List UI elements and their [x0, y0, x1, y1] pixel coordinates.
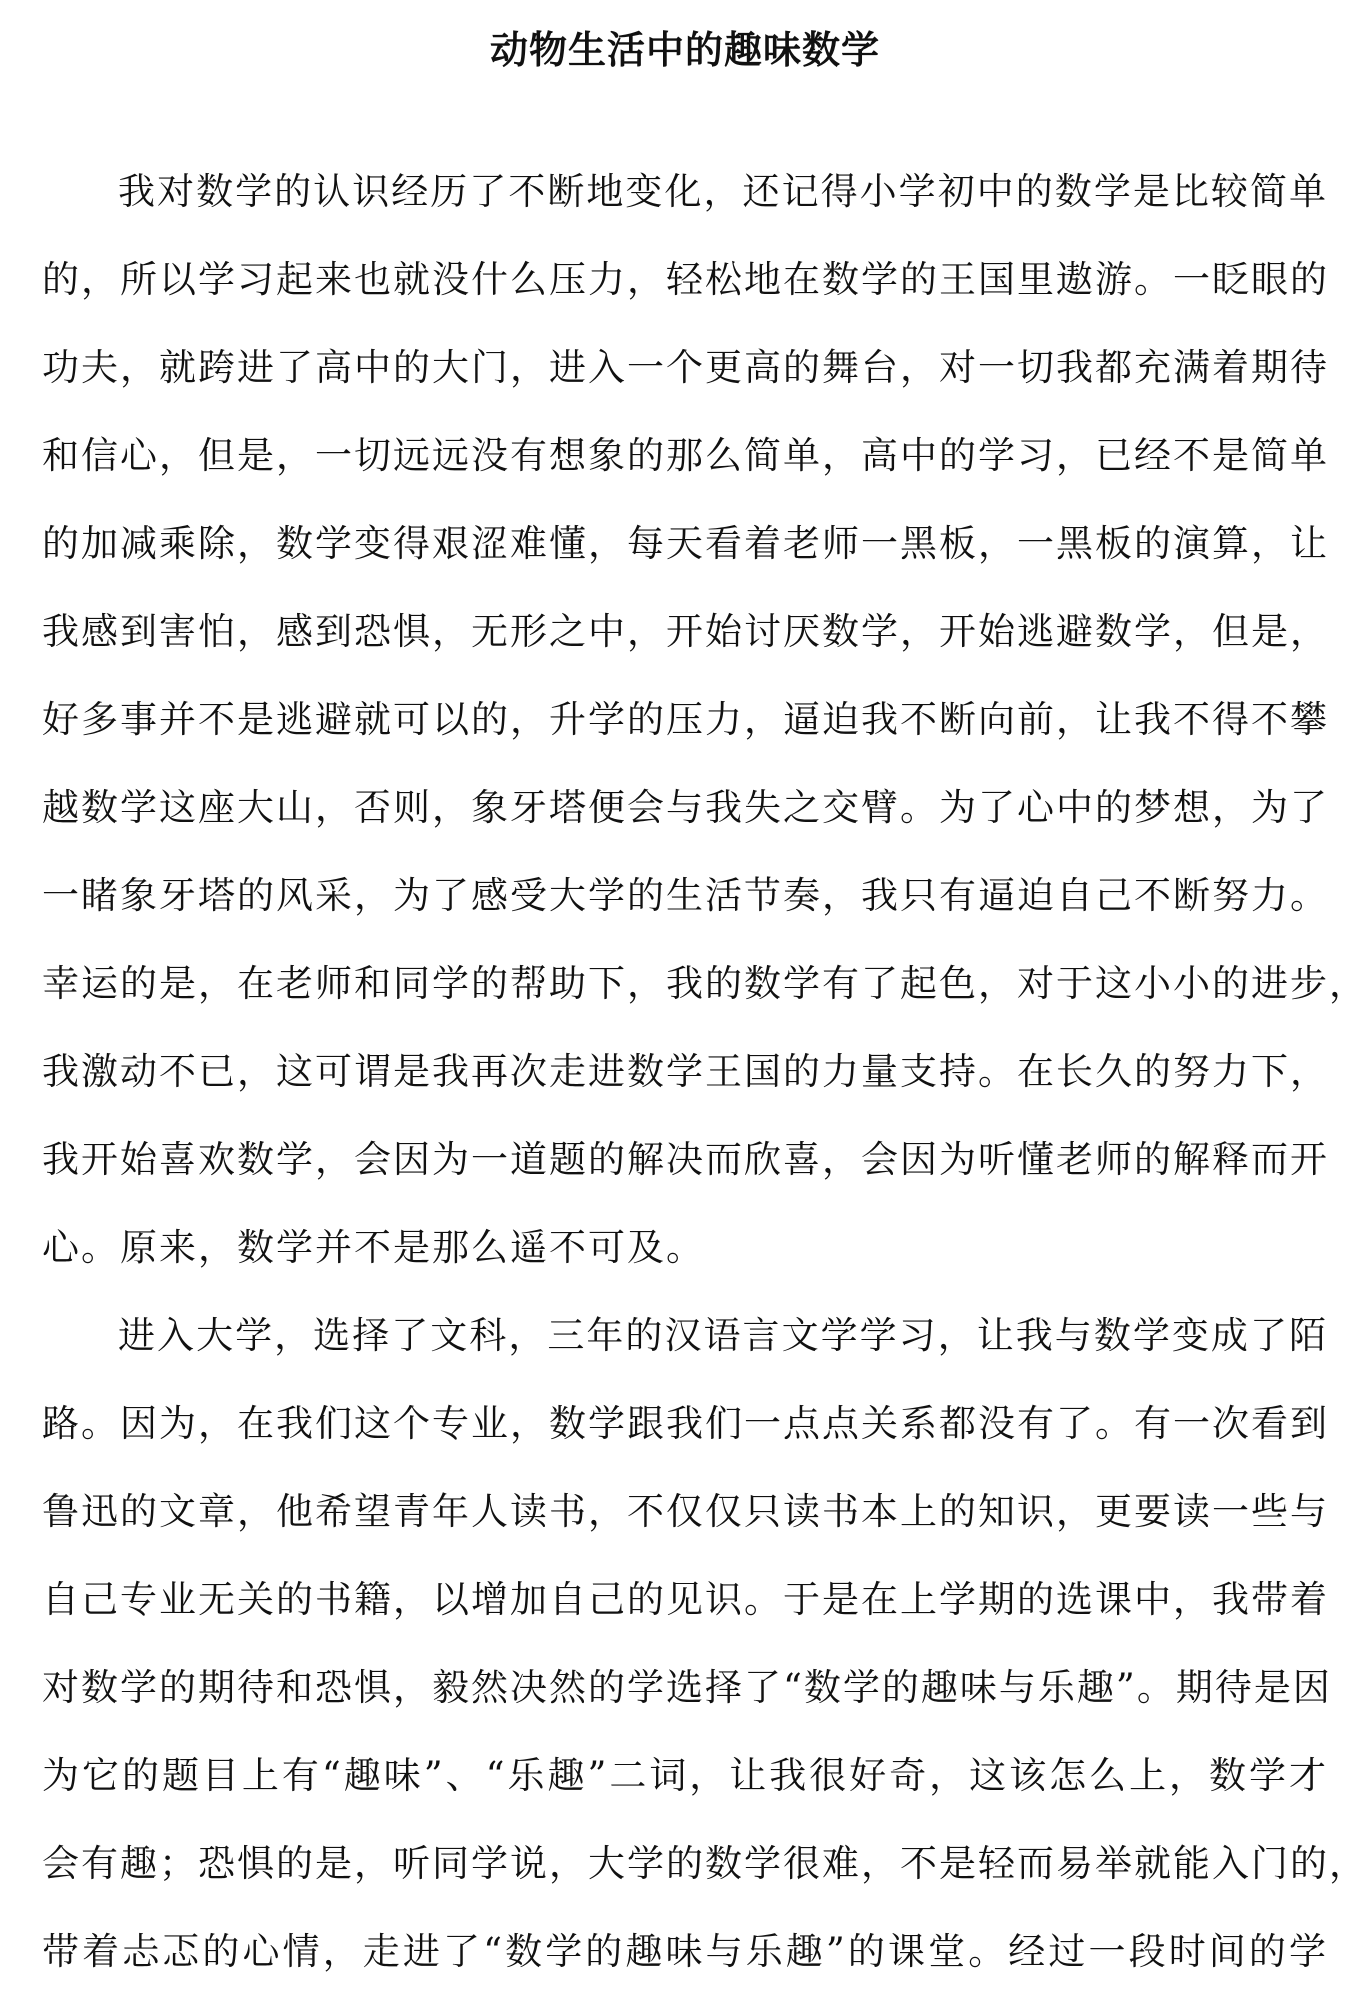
- text-line: 会有趣；恐惧的是，听同学说，大学的数学很难，不是轻而易举就能入门的，: [42, 1842, 1368, 1885]
- text-line: 和信心，但是，一切远远没有想象的那么简单，高中的学习，已经不是简单: [42, 434, 1329, 477]
- text-line: 路。因为，在我们这个专业，数学跟我们一点点关系都没有了。有一次看到: [42, 1402, 1329, 1445]
- text-line: 一睹象牙塔的风采，为了感受大学的生活节奏，我只有逼迫自己不断努力。: [42, 874, 1329, 917]
- text-line: 我激动不已，这可谓是我再次走进数学王国的力量支持。在长久的努力下，: [42, 1050, 1329, 1093]
- text-line: 好多事并不是逃避就可以的，升学的压力，逼迫我不断向前，让我不得不攀: [42, 698, 1329, 741]
- text-line: 进入大学，选择了文科，三年的汉语言文学学习，让我与数学变成了陌: [118, 1314, 1328, 1357]
- paragraph-2: [42, 1292, 1368, 1996]
- text-line: 心。原来，数学并不是那么遥不可及。: [42, 1226, 705, 1269]
- paragraph-1: [42, 148, 1368, 1292]
- document-body: [42, 148, 1368, 1996]
- text-line: 对数学的期待和恐惧，毅然决然的学选择了“数学的趣味与乐趣”。期待是因: [42, 1666, 1332, 1709]
- text-line: 功夫，就跨进了高中的大门，进入一个更高的舞台，对一切我都充满着期待: [42, 346, 1329, 389]
- text-line: 带着忐忑的心情，走进了“数学的趣味与乐趣”的课堂。经过一段时间的学: [42, 1930, 1328, 1973]
- text-line: 为它的题目上有“趣味”、“乐趣”二词，让我很好奇，这该怎么上，数学才: [42, 1754, 1328, 1797]
- text-line: 我感到害怕，感到恐惧，无形之中，开始讨厌数学，开始逃避数学，但是，: [42, 610, 1329, 653]
- text-line: 自己专业无关的书籍，以增加自己的见识。于是在上学期的选课中，我带着: [42, 1578, 1329, 1621]
- text-line: 鲁迅的文章，他希望青年人读书，不仅仅只读书本上的知识，更要读一些与: [42, 1490, 1329, 1533]
- text-line: 越数学这座大山，否则，象牙塔便会与我失之交臂。为了心中的梦想，为了: [42, 786, 1329, 829]
- text-line: 我开始喜欢数学，会因为一道题的解决而欣喜，会因为听懂老师的解释而开: [42, 1138, 1329, 1181]
- document-title: 动物生活中的趣味数学: [489, 28, 880, 72]
- text-line: 幸运的是，在老师和同学的帮助下，我的数学有了起色，对于这小小的进步，: [42, 962, 1368, 1005]
- text-line: 我对数学的认识经历了不断地变化，还记得小学初中的数学是比较简单: [118, 170, 1328, 213]
- text-line: 的，所以学习起来也就没什么压力，轻松地在数学的王国里遨游。一眨眼的: [42, 258, 1329, 301]
- text-line: 的加减乘除，数学变得艰涩难懂，每天看着老师一黑板，一黑板的演算，让: [42, 522, 1329, 565]
